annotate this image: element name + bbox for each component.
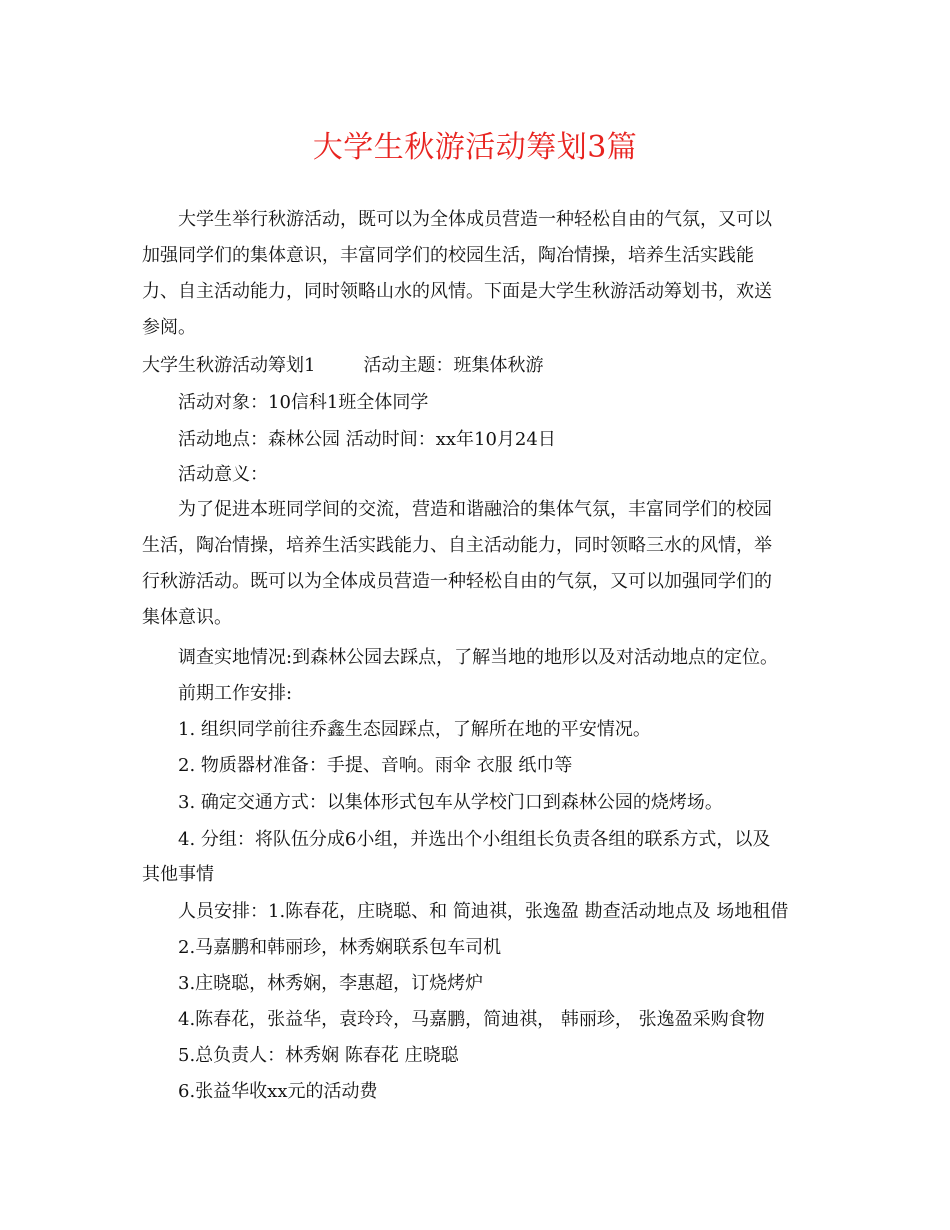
staff-line: 3.庄晓聪，林秀娴，李惠超，订烧烤炉: [178, 973, 484, 994]
prep-item: 2. 物质器材准备：手提、音响。雨伞 衣服 纸巾等: [178, 755, 573, 776]
meaning-line: 行秋游活动。既可以为全体成员营造一种轻松自由的气氛，又可以加强同学们的: [142, 571, 772, 592]
meaning-line: 集体意识。: [142, 607, 232, 628]
meaning-line: 生活，陶冶情操，培养生活实践能力、自主活动能力，同时领略三水的风情，举: [142, 535, 772, 556]
prep-item: 3. 确定交通方式：以集体形式包车从学校门口到森林公园的烧烤场。: [178, 792, 723, 813]
intro-line: 加强同学们的集体意识，丰富同学们的校园生活，陶冶情操，培养生活实践能: [142, 245, 754, 266]
plan-target: 活动对象：10信科1班全体同学: [178, 392, 429, 413]
intro-line: 大学生举行秋游活动，既可以为全体成员营造一种轻松自由的气氛，又可以: [178, 209, 772, 230]
prep-item: 1. 组织同学前往乔鑫生态园踩点，了解所在地的平安情况。: [178, 719, 651, 740]
intro-line: 参阅。: [142, 317, 196, 338]
staff-line: 人员安排：1.陈春花，庄晓聪、和 简迪祺，张逸盈 勘查活动地点及 场地租借: [178, 901, 789, 922]
intro-line: 力、自主活动能力，同时领略山水的风情。下面是大学生秋游活动筹划书，欢送: [142, 281, 772, 302]
meaning-label: 活动意义：: [178, 464, 268, 485]
plan-heading: 大学生秋游活动筹划1: [142, 355, 316, 376]
staff-line: 2.马嘉鹏和韩丽珍，林秀娴联系包车司机: [178, 937, 502, 958]
prep-label: 前期工作安排:: [178, 683, 293, 704]
staff-line: 5.总负责人：林秀娴 陈春花 庄晓聪: [178, 1045, 459, 1066]
prep-item-continuation: 其他事情: [142, 864, 214, 885]
staff-line: 4.陈春花，张益华，袁玲玲，马嘉鹏，简迪祺， 韩丽珍， 张逸盈采购食物: [178, 1009, 765, 1030]
meaning-line: 为了促进本班同学间的交流，营造和谐融洽的集体气氛，丰富同学们的校园: [178, 499, 772, 520]
plan-theme: 活动主题：班集体秋游: [363, 355, 544, 376]
plan-place-time: 活动地点：森林公园 活动时间：xx年10月24日: [178, 429, 556, 450]
document-title: 大学生秋游活动筹划3篇: [312, 130, 638, 165]
plan-heading-row: [142, 353, 543, 379]
survey-line: 调查实地情况:到森林公园去踩点，了解当地的地形以及对活动地点的定位。: [178, 647, 779, 668]
staff-line: 6.张益华收xx元的活动费: [178, 1081, 378, 1102]
prep-item: 4. 分组：将队伍分成6小组，并选出个小组组长负责各组的联系方式，以及: [178, 829, 771, 850]
